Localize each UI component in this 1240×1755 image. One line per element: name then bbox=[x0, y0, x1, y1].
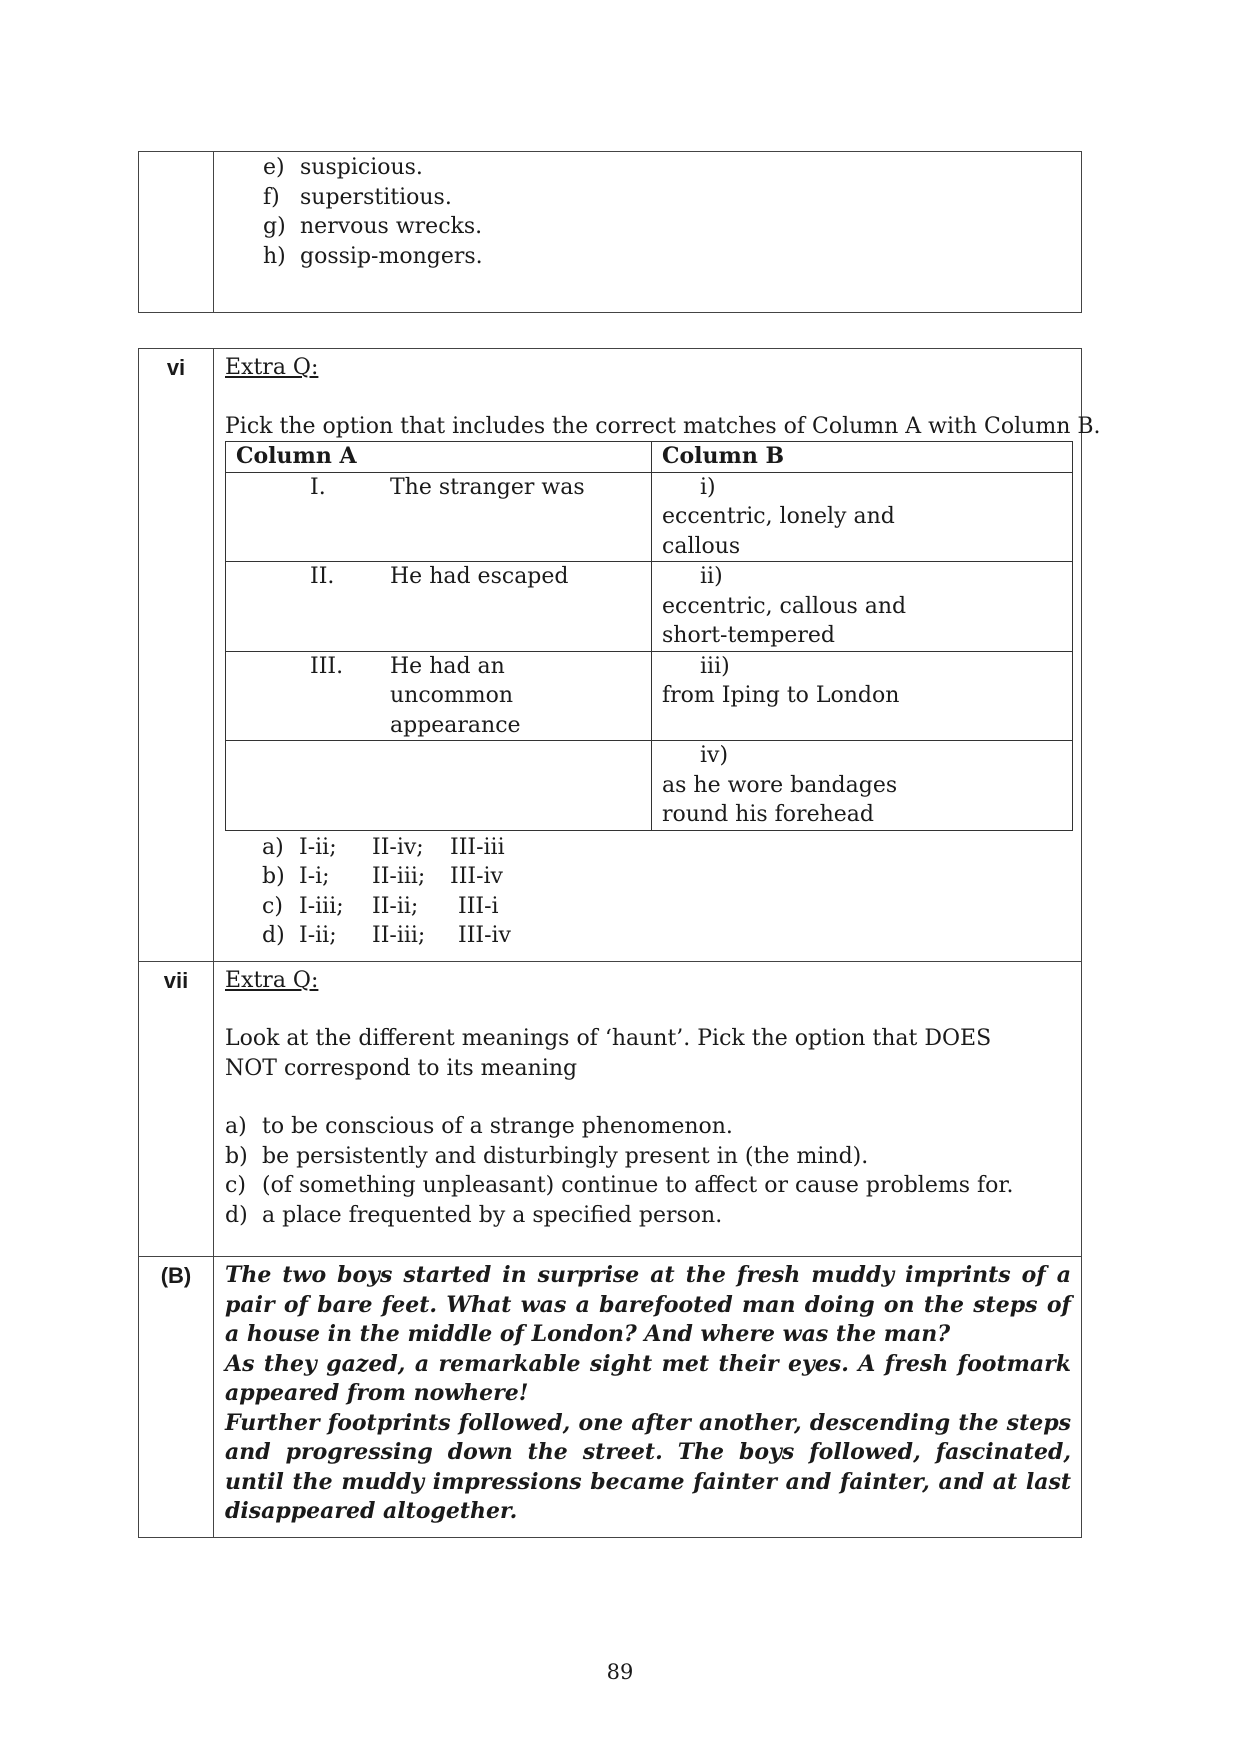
answer-part: I-ii; bbox=[299, 834, 337, 860]
column-b-text: eccentric, lonely and callous bbox=[662, 504, 895, 559]
column-a-text: He had escaped bbox=[390, 564, 569, 589]
option-text: superstitious. bbox=[300, 184, 452, 210]
answer-option bbox=[262, 892, 1071, 922]
column-b-number: iii) bbox=[700, 653, 730, 679]
answer-part: III-iv bbox=[450, 864, 503, 889]
answer-label: c) bbox=[262, 893, 283, 919]
column-b-number: ii) bbox=[700, 564, 723, 589]
option-label: e) bbox=[263, 155, 285, 180]
answer-part: III-iii bbox=[450, 834, 505, 860]
section-label: (B) bbox=[139, 1257, 214, 1538]
answer-part: III-i bbox=[458, 893, 499, 919]
option-text: gossip-mongers. bbox=[300, 243, 483, 269]
question-body bbox=[214, 961, 1082, 1257]
option-label: a) bbox=[225, 1114, 247, 1139]
question-prompt: Look at the different meanings of ‘haunt’. Pick the option that DOES NOT correspond to its meaning bbox=[225, 1026, 992, 1081]
options-list bbox=[225, 1112, 1071, 1230]
column-a-header: Column A bbox=[226, 442, 652, 473]
question-table bbox=[138, 348, 1101, 1538]
page-number: 89 bbox=[606, 1660, 634, 1684]
match-row bbox=[226, 651, 1073, 741]
column-a-number: II. bbox=[310, 564, 335, 589]
question-row-vi bbox=[139, 349, 1082, 962]
option-label: d) bbox=[225, 1202, 248, 1228]
option-label: h) bbox=[263, 243, 286, 269]
column-b-header: Column B bbox=[652, 442, 1073, 473]
column-b-number: i) bbox=[700, 474, 716, 500]
question-table-continued bbox=[138, 151, 1082, 313]
options-list bbox=[225, 153, 1071, 271]
passage-paragraph: The two boys started in surprise at the fresh muddy imprints of a pair of bare feet. What was a barefooted man doing on the steps of a house in the middle of London? And where was the man? bbox=[225, 1262, 1071, 1347]
option-text: to be conscious of a strange phenomenon. bbox=[262, 1114, 733, 1139]
column-b-number: iv) bbox=[700, 743, 729, 768]
column-a-text: He had an uncommon appearance bbox=[390, 653, 521, 738]
question-row-vii bbox=[139, 961, 1082, 1257]
passage bbox=[214, 1257, 1082, 1538]
option-label: c) bbox=[225, 1173, 246, 1198]
option-item bbox=[225, 1142, 1071, 1172]
option-item bbox=[225, 1201, 1071, 1231]
column-a-number: III. bbox=[310, 653, 344, 679]
column-b-text: eccentric, callous and short-tempered bbox=[662, 593, 907, 648]
question-body bbox=[214, 349, 1101, 962]
option-item bbox=[225, 1112, 1071, 1142]
question-prompt: Pick the option that includes the correct matches of Column A with Column B. bbox=[225, 413, 1101, 439]
question-number: vii bbox=[139, 961, 214, 1257]
answer-part: II-iii; bbox=[372, 923, 426, 948]
passage-paragraph: As they gazed, a remarkable sight met their eyes. A fresh footmark appeared from nowhere! bbox=[225, 1350, 1071, 1406]
column-b-text: as he wore bandages round his forehead bbox=[662, 772, 898, 827]
answer-option bbox=[262, 833, 1071, 863]
answer-part: II-ii; bbox=[372, 893, 419, 919]
option-text: (of something unpleasant) continue to affect or cause problems for. bbox=[262, 1173, 1014, 1198]
extra-q-label: Extra Q: bbox=[225, 967, 319, 993]
column-a-text: The stranger was bbox=[390, 474, 585, 500]
option-item bbox=[263, 242, 1071, 272]
passage-paragraph: Further footprints followed, one after another, descending the steps and progressing down the street. The boys followed, fascinated, until the muddy impressions became fainter and fainter, and at last disappeared altogether. bbox=[225, 1409, 1071, 1524]
question-number: vi bbox=[139, 349, 214, 962]
option-item bbox=[263, 212, 1071, 242]
option-label: f) bbox=[263, 184, 280, 210]
option-text: a place frequented by a specified person. bbox=[262, 1202, 723, 1228]
answer-part: I-i; bbox=[299, 864, 330, 889]
match-row bbox=[226, 741, 1073, 831]
option-text: suspicious. bbox=[300, 155, 423, 180]
answer-options bbox=[225, 833, 1071, 951]
question-body bbox=[214, 152, 1082, 313]
option-label: g) bbox=[263, 214, 286, 239]
answer-part: II-iii; bbox=[372, 864, 426, 889]
option-item bbox=[263, 183, 1071, 213]
answer-part: I-ii; bbox=[299, 923, 337, 948]
option-label: b) bbox=[225, 1143, 248, 1169]
answer-label: a) bbox=[262, 834, 284, 860]
answer-part: III-iv bbox=[458, 923, 511, 948]
option-item bbox=[225, 1171, 1071, 1201]
answer-label: d) bbox=[262, 923, 285, 948]
section-b-row bbox=[139, 1257, 1082, 1538]
column-a-number: I. bbox=[310, 474, 326, 500]
extra-q-label: Extra Q: bbox=[225, 355, 319, 380]
column-b-text: from Iping to London bbox=[662, 683, 900, 708]
answer-part: II-iv; bbox=[372, 834, 424, 860]
question-number-cell bbox=[139, 152, 214, 313]
match-row bbox=[226, 562, 1073, 652]
match-row bbox=[226, 472, 1073, 562]
answer-option bbox=[262, 921, 1071, 951]
match-table bbox=[225, 441, 1073, 831]
answer-label: b) bbox=[262, 864, 285, 889]
answer-part: I-iii; bbox=[299, 893, 344, 919]
option-text: be persistently and disturbingly present in (the mind). bbox=[262, 1143, 869, 1169]
option-text: nervous wrecks. bbox=[300, 214, 483, 239]
option-item bbox=[263, 153, 1071, 183]
answer-option bbox=[262, 862, 1071, 892]
